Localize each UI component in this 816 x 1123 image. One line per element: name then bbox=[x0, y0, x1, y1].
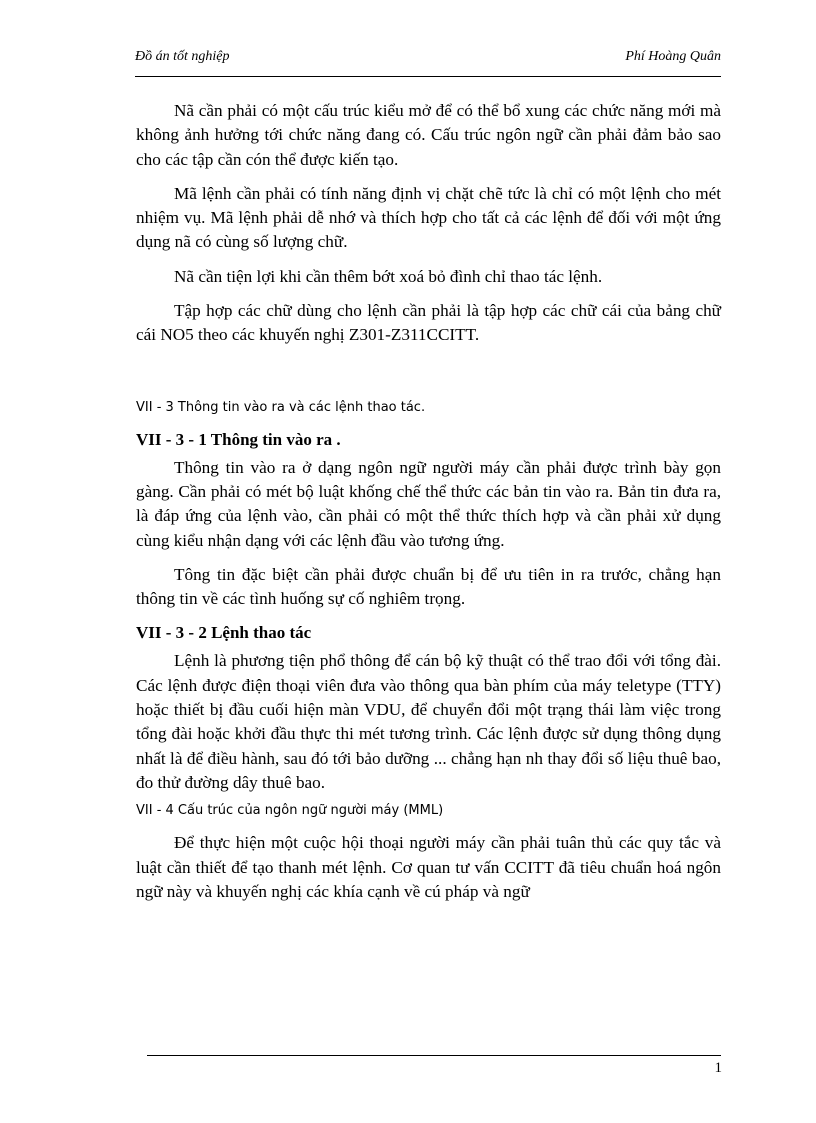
section-heading-vii-4: VII - 4 Cấu trúc của ngôn ngữ người máy (MML) bbox=[136, 803, 444, 819]
page-header bbox=[135, 49, 721, 71]
header-divider bbox=[135, 76, 721, 77]
section-heading-vii-3-2: VII - 3 - 2 Lệnh thao tác bbox=[136, 623, 312, 643]
header-document-title: Đồ án tốt nghiệp bbox=[135, 49, 230, 64]
section-heading-vii-3-1: VII - 3 - 1 Thông tin vào ra . bbox=[136, 429, 341, 449]
paragraph-io-format: Thông tin vào ra ở dạng ngôn ngữ người máy cần phải được trình bày gọn gàng. Cần phải có mét bộ luật khống chế thể thức các bản tin vào ra. Bản tin đưa ra, là đáp ứng của lệnh vào, cần phải có một thể thức thích hợp và cần phải xử dụng cùng kiểu nhận dạng với các lệnh đầu vào tương ứng. bbox=[136, 457, 721, 550]
paragraph-command-code: Mã lệnh cần phải có tính năng định vị chặt chẽ tức là chỉ có một lệnh cho mét nhiệm vụ. Mã lệnh phải dễ nhớ và thích hợp cho tất cả các lệnh để đối với một ứng dụng nã có cùng số lượng chữ. bbox=[136, 183, 721, 252]
page-body bbox=[136, 99, 721, 914]
paragraph-priority-info: Tông tin đặc biệt cần phải được chuẩn bị để ưu tiên in ra trước, chẳng hạn thông tin về các tình huống sự cố nghiêm trọng. bbox=[136, 564, 721, 609]
paragraph-character-set: Tập hợp các chữ dùng cho lệnh cần phải là tập hợp các chữ cái của bảng chữ cái NO5 theo các khuyến nghị Z301-Z311CCITT. bbox=[136, 301, 721, 345]
section-spacer bbox=[136, 358, 721, 398]
footer-divider bbox=[147, 1055, 721, 1056]
paragraph-operation-commands: Lệnh là phương tiện phổ thông để cán bộ kỹ thuật có thể trao đổi với tổng đài. Các lệnh được điện thoại viên đưa vào thông qua bàn phím của máy teletype (TTY) hoặc thiết bị đầu cuối hiện màn VDU, để chuyển đổi một trạng thái làm việc trong tổng đài hoặc khởi đầu thực thi mét tương trình. Các lệnh được sử dụng thông dụng nhất là để điều hành, sau đó tới bảo dưỡng ... chẳng hạn nh thay đổi số liệu thuê bao, đo thử đường dây thuê bao. bbox=[136, 651, 721, 792]
paragraph-open-structure: Nã cần phải có một cấu trúc kiểu mở để có thể bổ xung các chức năng mới mà không ảnh hưởng tới chức năng đang có. Cấu trúc ngôn ngữ cần phải đảm bảo sao cho các tập cần cón thể được kiến tạo. bbox=[136, 101, 721, 169]
header-author: Phí Hoàng Quân bbox=[625, 49, 721, 64]
section-heading-vii-3: VII - 3 Thông tin vào ra và các lệnh thao tác. bbox=[136, 399, 426, 415]
paragraph-convenience: Nã cần tiện lợi khi cần thêm bớt xoá bỏ đình chỉ thao tác lệnh. bbox=[174, 266, 603, 286]
paragraph-mml-structure: Để thực hiện một cuộc hội thoại người máy cần phải tuân thủ các quy tắc và luật cần thiết để tạo thanh mét lệnh. Cơ quan tư vấn CCITT đã tiêu chuẩn hoá ngôn ngữ này và khuyến nghị các khía cạnh về cú pháp và ngữ bbox=[136, 833, 721, 901]
page-number: 1 bbox=[714, 1060, 722, 1076]
